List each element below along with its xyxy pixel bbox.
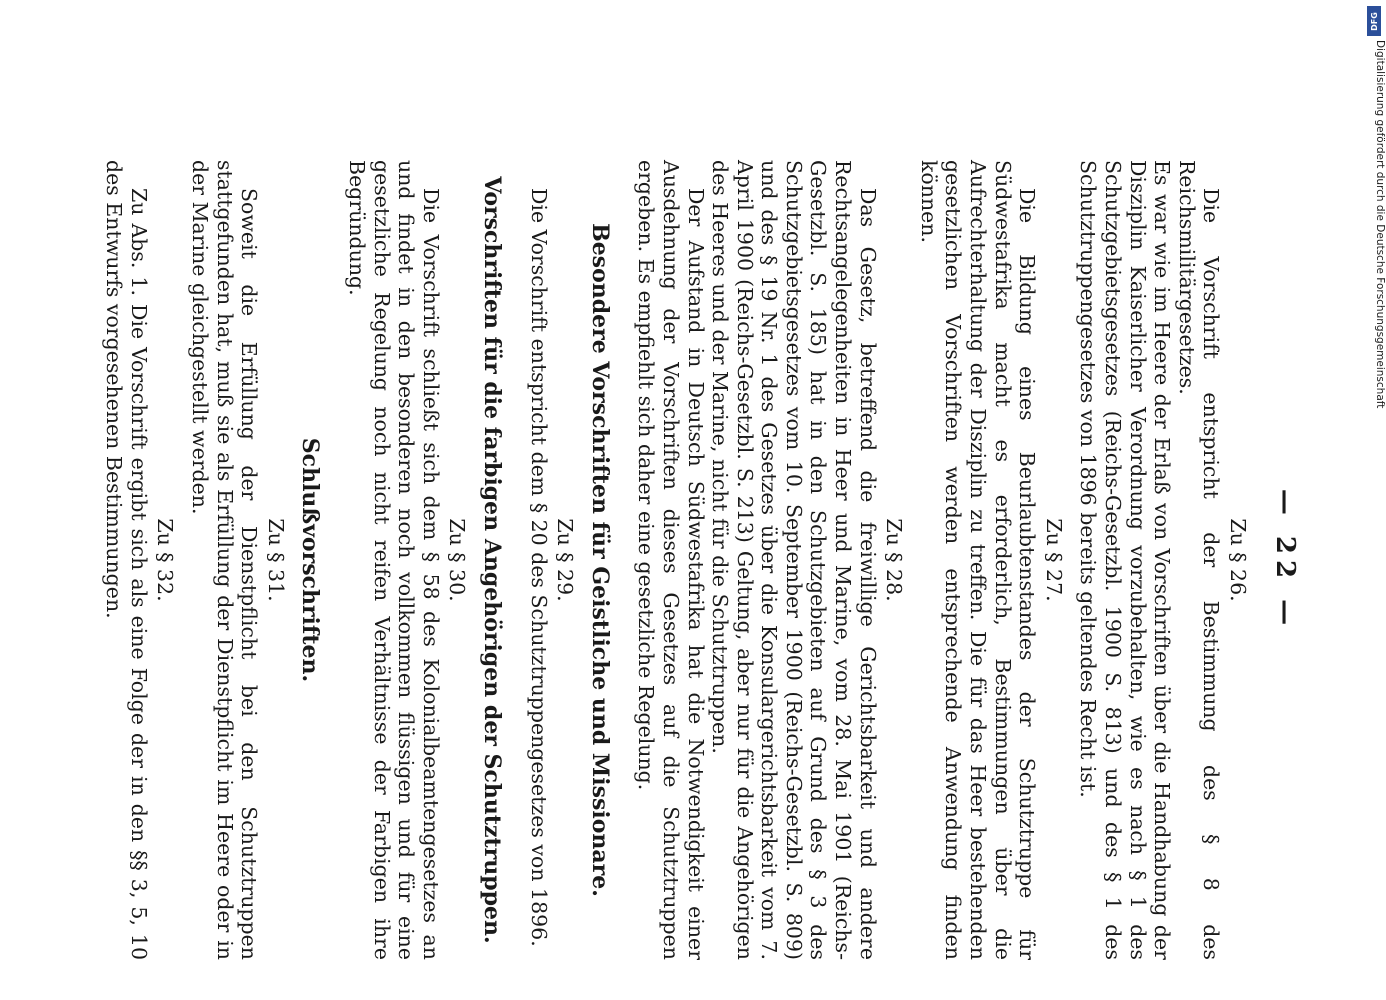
section-heading: Zu § 26. (1226, 518, 1250, 602)
paragraph: Es war wie im Heere der Erlaß von Vorschriften über die Handhabung der Disziplin Kaiserlicher Verordnung vorzubehalten, wie es nach § 1 des Schutzgebietsgesetzes (Reichs-Gesetzbl. 1900 S. 813) und des § 1 des Schutztruppengesetzes von 1896 bereits geltendes Recht ist. (1076, 160, 1175, 960)
paragraph: Das Gesetz, betreffend die freiwillige Gerichtsbarkeit und andere Rechtsangelegenheiten in Heer und Marine, vom 28. Mai 1901 (Reichs-Gesetzbl. S. 185) hat in den Schutzgebieten auf Grund des § 3 des Schutzgebietsgesetzes vom 10. September 1900 (Reichs-Gesetzbl. S. 809) und des § 19 Nr. 1 des Gesetzes über die Konsulargerichtsbarkeit vom 7. April 1900 (Reichs-Gesetzbl. S. 213) Geltung, aber nur für die Angehörigen des Heeres und der Marine, nicht für die Schutztruppen. (708, 160, 880, 960)
paragraph: Die Vorschrift entspricht dem § 20 des Schutztruppengesetzes von 1896. (526, 188, 551, 947)
page-number: — 22 — (1270, 488, 1300, 632)
page-body (102, 160, 1260, 960)
section-heading: Zu § 27. (1041, 518, 1066, 602)
paragraph: Soweit die Erfüllung der Dienstpflicht bei den Schutztruppen stattgefunden hat, muß sie als Erfüllung der Dienstpflicht im Heere oder in der Marine gleichgestellt werden. (188, 160, 262, 960)
paragraph: Die Bildung eines Beurlaubtenstandes der Schutztruppe für Südwestafrika macht es erforderlich, Bestimmungen über die Aufrechterhaltung der Disziplin zu treffen. Die für das Heer bestehenden gesetzlichen Vorschriften werden entsprechende Anwendung finden können. (916, 160, 1040, 960)
section-heading: Zu § 28. (882, 518, 907, 602)
paragraph: Die Vorschrift schließt sich dem § 58 des Kolonialbeamtengesetzes an und findet in den besonderen noch vollkommen flüssigen und für eine gesetzliche Regelung noch nicht reifen Verhältnisse der Farbigen ihre Begründung. (345, 160, 443, 960)
section-heading: Zu § 30. (445, 518, 470, 602)
paragraph: Die Vorschrift entspricht der Bestimmung des § 8 des Reichsmilitärgesetzes. (1174, 160, 1224, 960)
paragraph: Der Aufstand in Deutsch Südwestafrika hat die Notwendigkeit einer Ausdehnung der Vorschriften dieses Gesetzes auf die Schutztruppen ergeben. Es empfiehlt sich daher eine gesetzliche Regelung. (634, 160, 708, 960)
chapter-title: Schlußvorschriften. (297, 437, 324, 683)
dfg-logo: DFG (1367, 6, 1381, 36)
section-heading: Zu § 31. (263, 518, 288, 602)
rotated-page (102, 120, 1300, 1000)
digitization-credit: Digitalisierung gefördert durch die Deutsche Forschungsgemeinschaft (1374, 40, 1386, 409)
section-heading: Zu § 29. (553, 518, 578, 602)
section-heading: Zu § 32. (153, 518, 178, 602)
chapter-title: Besondere Vorschriften für Geistliche und Missionare. (586, 223, 613, 897)
paragraph: Zu Abs. 1. Die Vorschrift ergibt sich als eine Folge der in den §§ 3, 5, 10 des Entwurfs vorgesehenen Bestimmungen. (102, 160, 151, 960)
chapter-title: Vorschriften für die farbigen Angehörigen der Schutztruppen. (478, 176, 505, 944)
